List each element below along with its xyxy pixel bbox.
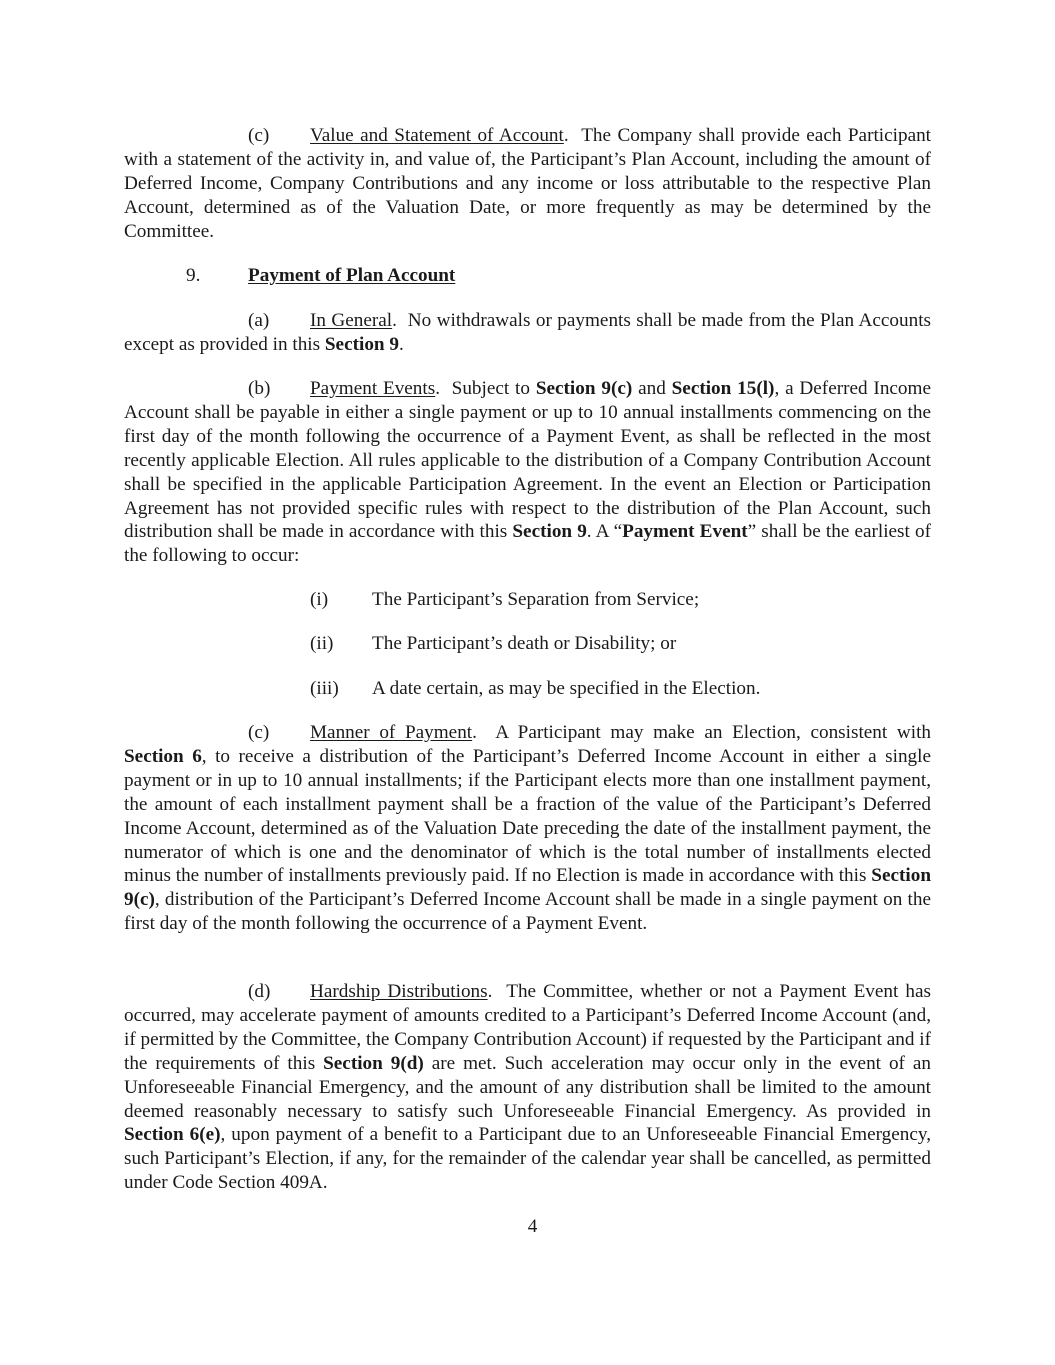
paragraph-payment-events: (b) Payment Events. Subject to Section 9(c) and Section 15(l), a Deferred Income Account shall be payable in either a single payment or up to 10 annual installments commencing on the first day of the month following the occurrence of a Payment Event, as shall be reflected in the most recently applicable Election. All rules applicable to the distribution of a Company Contribution Account shall be specified in the applicable Participation Agreement. In the event an Election or Participation Agreement has not provided specific rules with respect to the distribution of the Plan Account, such distribution shall be made in accordance with this Section 9. A “Payment Event” shall be the earliest of the following to occur: — [124, 378, 931, 567]
list-item — [310, 632, 676, 656]
paragraph-heading: Payment Events — [310, 378, 436, 399]
paragraph-body: The Company shall provide each Participant with a statement of the activity in, and value of, the Participant’s Plan Account, including the amount of Deferred Income, Company Contributions and any income or loss attributable to the respective Plan Account, determined as of the Valuation Date, or more frequently as may be determined by the Committee. — [124, 125, 932, 242]
defined-term: Payment Event — [622, 521, 748, 543]
paragraph-heading: Manner of Payment — [310, 722, 473, 743]
list-item — [310, 677, 760, 701]
paragraph-heading: In General — [310, 310, 393, 331]
paragraph-label: (c) — [248, 125, 270, 146]
list-item-label: (iii) — [310, 678, 339, 699]
page-number: 4 — [527, 1216, 538, 1237]
paragraph-label: (d) — [248, 981, 271, 1002]
section-reference: Section 9(d) — [323, 1052, 424, 1074]
section-reference: Section 9 — [324, 333, 399, 355]
section-number: 9. — [186, 265, 201, 286]
paragraph-heading: Hardship Distributions — [310, 981, 488, 1002]
list-item-label: (ii) — [310, 633, 334, 654]
section-reference: Section 9 — [512, 521, 587, 543]
list-item-label: (i) — [310, 589, 329, 610]
paragraph-heading: Value and Statement of Account — [310, 125, 564, 146]
list-item-text: The Participant’s death or Disability; or — [372, 633, 677, 654]
section-reference: Section 9(c) — [124, 865, 931, 911]
list-item-text: The Participant’s Separation from Service; — [372, 589, 700, 610]
section-reference: Section 15(l) — [671, 378, 775, 399]
section-reference: Section 9(c) — [535, 378, 633, 399]
paragraph-label: (b) — [248, 378, 271, 399]
section-reference: Section 6(e) — [124, 1124, 221, 1146]
list-item-text: A date certain, as may be specified in the Election. — [372, 678, 761, 699]
list-item — [310, 588, 699, 612]
paragraph-hardship-distributions: (d) Hardship Distributions. The Committee, whether or not a Payment Event has occurred, may accelerate payment of amounts credited to a Participant’s Deferred Income Account (and, if permitted by the Committee, the Company Contribution Account) if requested by the Participant and if the requirements of this Section 9(d) are met. Such acceleration may occur only in the event of an Unforeseeable Financial Emergency, and the amount of any distribution shall be limited to the amount deemed reasonably necessary to satisfy such Unforeseeable Financial Emergency. As provided in Section 6(e), upon payment of a benefit to a Participant due to an Unforeseeable Financial Emergency, such Participant’s Election, if any, for the remainder of the calendar year shall be cancelled, as permitted under Code Section 409A. — [124, 981, 931, 1194]
section-title: Payment of Plan Account — [248, 265, 456, 286]
section-heading — [186, 264, 455, 288]
paragraph-manner-of-payment: (c) Manner of Payment. A Participant may make an Election, consistent with Section 6, to receive a distribution of the Participant’s Deferred Income Account in either a single payment or in up to 10 annual installments; if the Participant elects more than one installment payment, the amount of each installment payment shall be a fraction of the value of the Participant’s Deferred Income Account, determined as of the Valuation Date preceding the date of the installment payment, the numerator of which is one and the denominator of which is the total number of installments elected minus the number of installments previously paid. If no Election is made in accordance with this Section 9(c), distribution of the Participant’s Deferred Income Account shall be made in a single payment on the first day of the month following the occurrence of a Payment Event. — [124, 722, 931, 935]
paragraph-value-and-statement: (c) Value and Statement of Account. The Company shall provide each Participant with a statement of the activity in, and value of, the Participant’s Plan Account, including the amount of Deferred Income, Company Contributions and any income or loss attributable to the respective Plan Account, determined as of the Valuation Date, or more frequently as may be determined by the Committee. — [124, 125, 932, 242]
section-reference: Section 6 — [124, 745, 202, 767]
paragraph-in-general: (a) In General. No withdrawals or payments shall be made from the Plan Accounts except as provided in this Section 9. — [124, 310, 931, 355]
paragraph-label: (c) — [248, 722, 270, 743]
paragraph-label: (a) — [248, 310, 270, 331]
